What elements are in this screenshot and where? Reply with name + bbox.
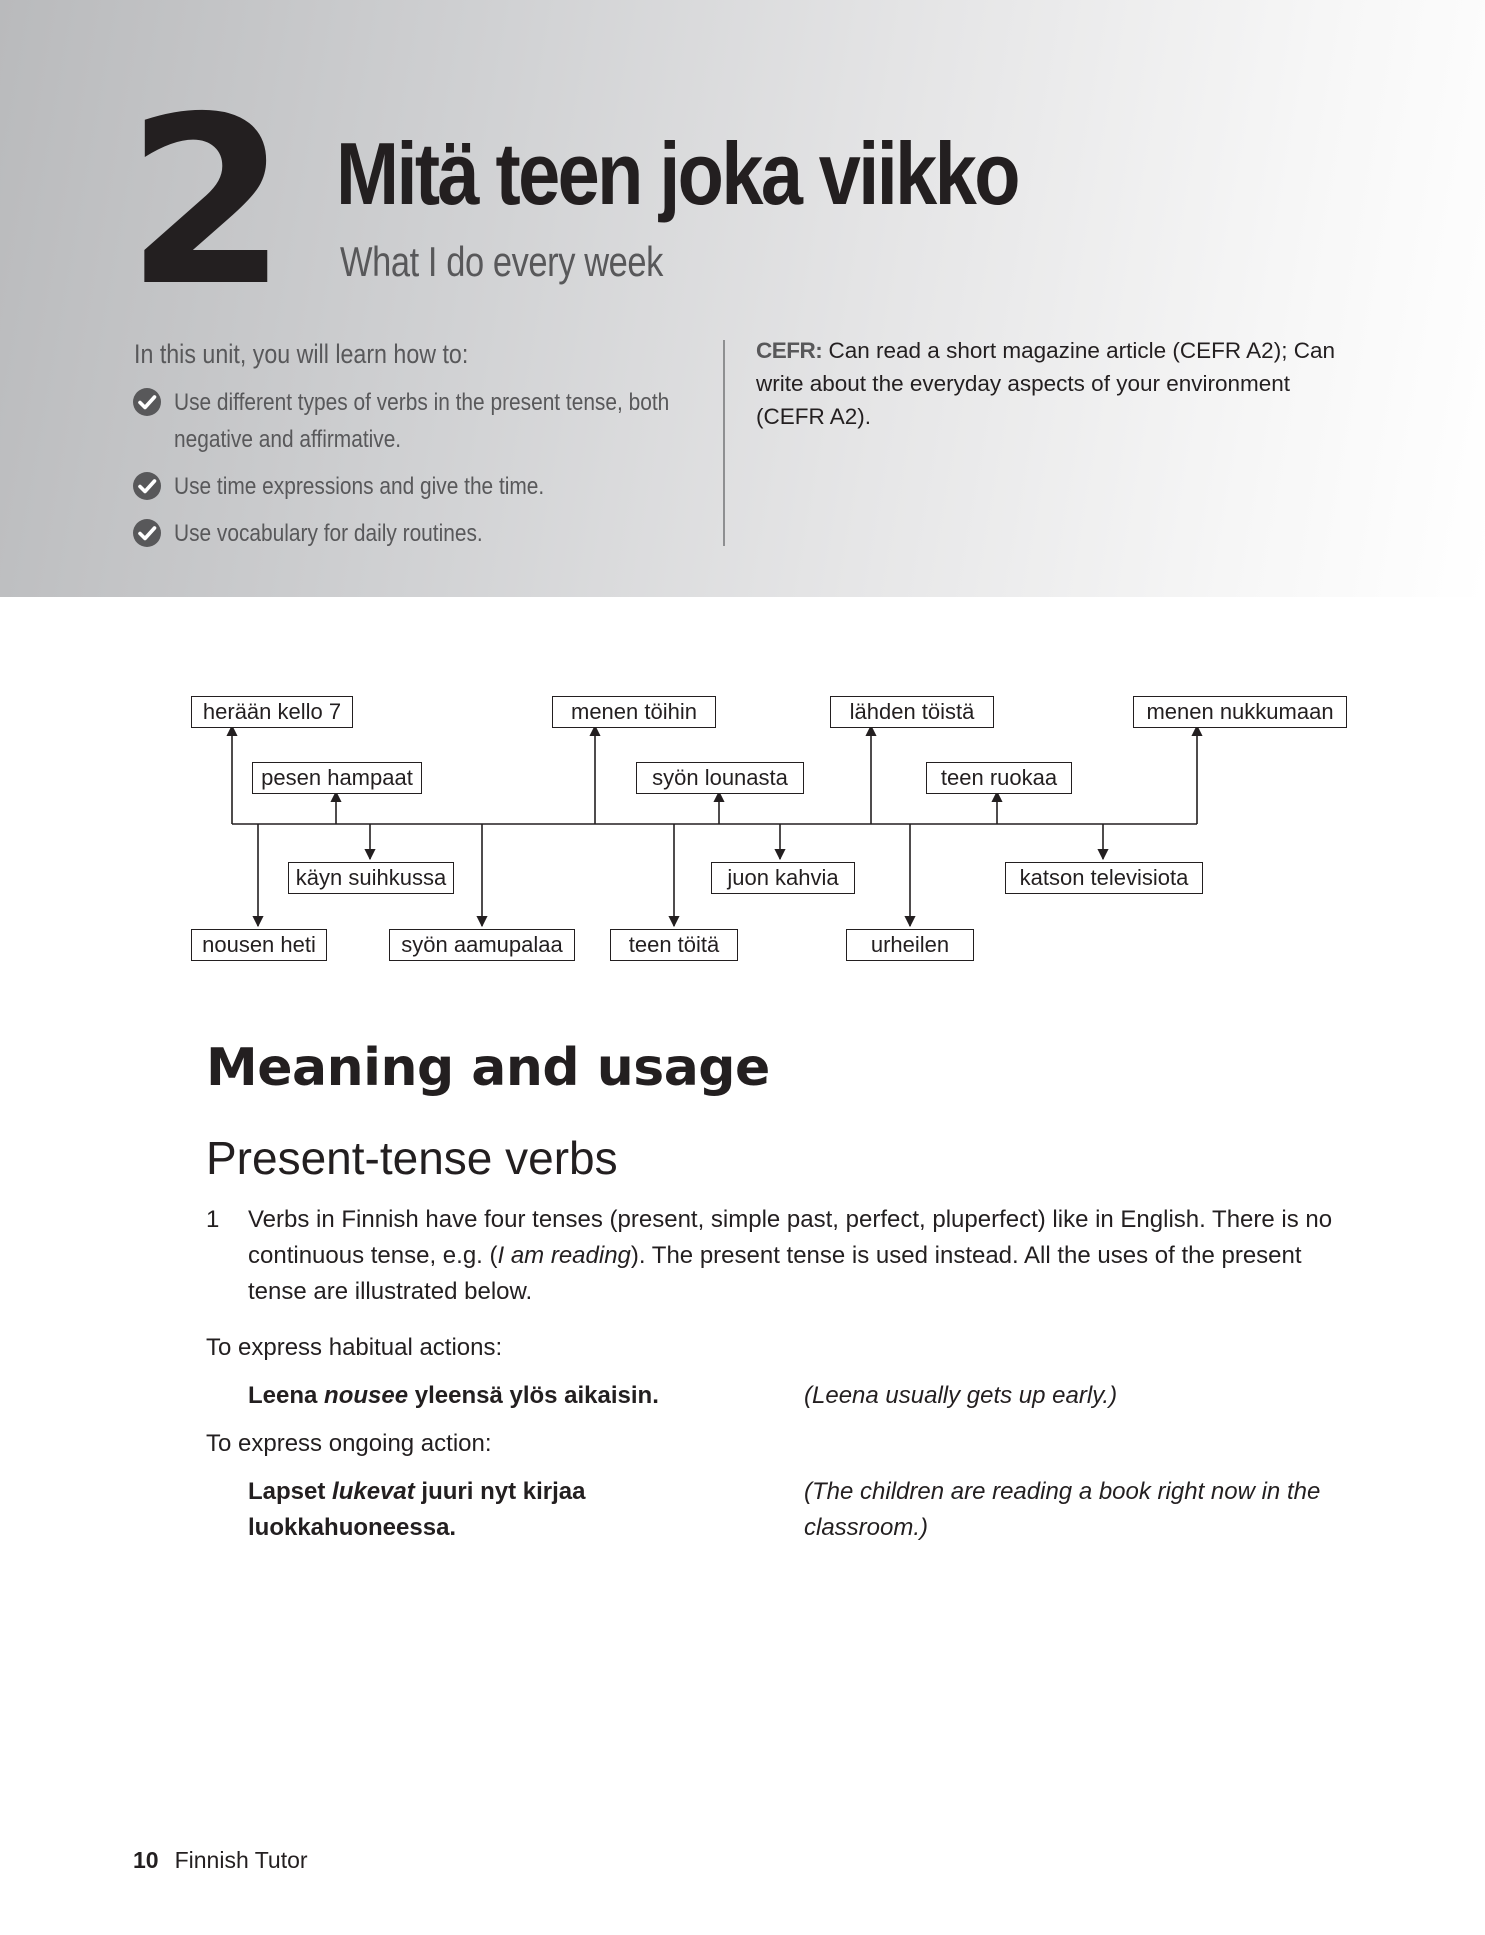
subsection-title: Present-tense verbs: [206, 1132, 618, 1184]
page-footer: [133, 1844, 308, 1876]
routine-box: pesen hampaat: [252, 762, 422, 794]
cefr-text: Can read a short magazine article (CEFR A2); Can write about the everyday aspects of your environment (CEFR A2).: [756, 338, 1335, 429]
header-divider: [723, 340, 725, 546]
point-text: [248, 1202, 1348, 1310]
routine-box: urheilen: [846, 929, 974, 961]
routine-box: katson televisiota: [1005, 862, 1203, 894]
example-part: Lapset: [248, 1478, 333, 1505]
learning-goal: [132, 468, 692, 505]
example-verb: lukevat: [332, 1478, 415, 1505]
learning-goals: [132, 384, 692, 562]
routine-box: käyn suihkussa: [288, 862, 454, 894]
daily-routine-diagram: [0, 680, 1485, 980]
example-part: Leena: [248, 1382, 325, 1409]
ongoing-translation: (The children are reading a book right now in the classroom.): [804, 1478, 1321, 1541]
unit-number: 2: [126, 67, 282, 337]
cefr-label: CEFR:: [756, 338, 823, 363]
routine-box: lähden töistä: [830, 696, 994, 728]
learning-goal: [132, 515, 692, 552]
learning-goal-text: Use time expressions and give the time.: [174, 473, 545, 500]
point-text-italic: I am reading: [497, 1242, 631, 1269]
ongoing-example: [248, 1474, 768, 1546]
ongoing-intro: To express ongoing action:: [206, 1430, 492, 1457]
habitual-intro: To express habitual actions:: [206, 1334, 503, 1361]
point-number: 1: [206, 1206, 220, 1233]
book-title: Finnish Tutor: [174, 1847, 308, 1873]
unit-title: Mitä teen joka viikko: [336, 124, 1018, 223]
page-number: 10: [133, 1847, 159, 1873]
routine-box: juon kahvia: [711, 862, 855, 894]
example-verb: nousee: [324, 1382, 409, 1409]
routine-box: nousen heti: [191, 929, 327, 961]
cefr-description: [756, 334, 1356, 433]
routine-box: teen töitä: [610, 929, 738, 961]
routine-box: menen töihin: [552, 696, 716, 728]
habitual-translation: (Leena usually gets up early.): [804, 1382, 1118, 1409]
checkmark-icon: [132, 471, 162, 501]
habitual-example: [248, 1378, 768, 1414]
routine-box: menen nukkumaan: [1133, 696, 1347, 728]
learning-goal-text: Use different types of verbs in the present tense, both negative and affirmative.: [174, 389, 670, 453]
example-part: juuri nyt kirjaa luokkahuoneessa.: [248, 1478, 586, 1541]
routine-box: syön lounasta: [636, 762, 804, 794]
learning-intro: In this unit, you will learn how to:: [134, 339, 469, 369]
point-text-part: Verbs in Finnish have four tenses (present, simple past, perfect, pluperfect) like in English. There is no continuous tense, e.g. (: [248, 1206, 1333, 1269]
checkmark-icon: [132, 518, 162, 548]
unit-subtitle: What I do every week: [340, 238, 663, 285]
learning-goal-text: Use vocabulary for daily routines.: [174, 520, 483, 547]
example-part: yleensä ylös aikaisin.: [408, 1382, 659, 1409]
learning-goal: [132, 384, 692, 458]
routine-box: herään kello 7: [191, 696, 353, 728]
section-title: Meaning and usage: [206, 1038, 770, 1098]
routine-box: teen ruokaa: [926, 762, 1072, 794]
checkmark-icon: [132, 387, 162, 417]
routine-box: syön aamupalaa: [389, 929, 575, 961]
point-text-part: ). The present tense is used instead. All the uses of the present tense are illustrated below.: [248, 1242, 1302, 1305]
